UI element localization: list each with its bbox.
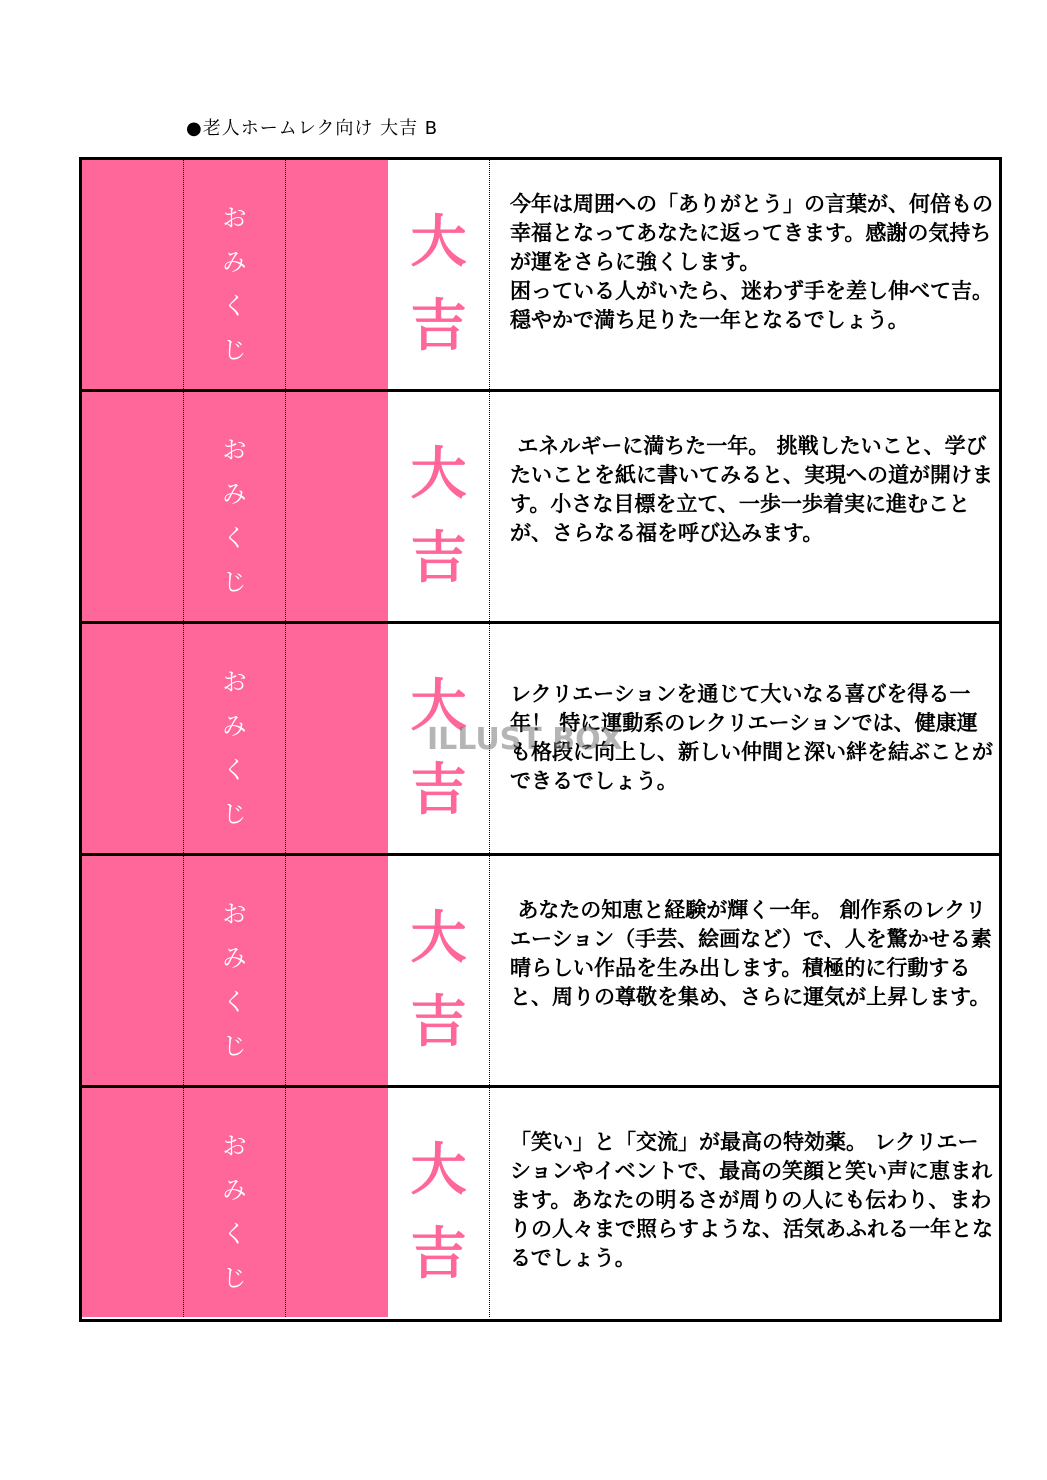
- rank-cell: [388, 160, 490, 389]
- watermark: ILLUST BOX: [427, 722, 623, 757]
- fortune-cell: [490, 1088, 999, 1317]
- omikuji-card: [82, 160, 999, 392]
- fortune-text: 「笑い」と「交流」が最高の特効薬。 レクリエーションやイベントで、最高の笑顔と笑い声に恵まれます。あなたの明るさが周りの人にも伝わり、まわりの人々まで照らすような、活気あふれる一年となるでしょう。: [510, 1130, 993, 1270]
- page-title: ●老人ホームレク向け 大吉 B: [186, 118, 439, 139]
- rank-label: 大 吉: [410, 673, 467, 823]
- omikuji-label-cell: [184, 160, 286, 389]
- pink-strip: [286, 856, 388, 1085]
- fortune-text: エネルギーに満ちた一年。 挑戦したいこと、学びたいことを紙に書いてみると、実現への道が開けます。小さな目標を立て、一歩一歩着実に進むことが、さらなる福を呼び込みます。: [510, 434, 993, 545]
- pink-strip: [82, 624, 184, 853]
- rank-cell: [388, 392, 490, 621]
- pink-strip: [82, 392, 184, 621]
- rank-label: 大 吉: [410, 209, 467, 359]
- omikuji-card: [82, 1088, 999, 1317]
- rank-label: 大 吉: [410, 1137, 467, 1287]
- pink-strip: [82, 856, 184, 1085]
- fortune-cell: [490, 856, 999, 1085]
- omikuji-label: お み く じ: [222, 204, 247, 364]
- fortune-cell: [490, 160, 999, 389]
- omikuji-card: [82, 856, 999, 1088]
- omikuji-label-cell: [184, 1088, 286, 1317]
- pink-strip: [286, 392, 388, 621]
- omikuji-label: お み く じ: [222, 900, 247, 1060]
- pink-strip: [286, 624, 388, 853]
- omikuji-label-cell: [184, 856, 286, 1085]
- omikuji-label: お み く じ: [222, 1132, 247, 1292]
- rank-cell: [388, 1088, 490, 1317]
- pink-strip: [82, 1088, 184, 1317]
- fortune-text: 今年は周囲への「ありがとう」の言葉が、何倍もの幸福となってあなたに返ってきます。感謝の気持ちが運をさらに強くします。 困っている人がいたら、迷わず手を差し伸べて吉。 穏やかで満ち足りた一年となるでしょう。: [510, 192, 993, 332]
- pink-strip: [82, 160, 184, 389]
- rank-cell: [388, 856, 490, 1085]
- fortune-cell: [490, 392, 999, 621]
- pink-strip: [286, 160, 388, 389]
- rank-label: 大 吉: [410, 905, 467, 1055]
- rank-label: 大 吉: [410, 441, 467, 591]
- omikuji-label-cell: [184, 624, 286, 853]
- omikuji-label-cell: [184, 392, 286, 621]
- omikuji-label: お み く じ: [222, 668, 247, 828]
- fortune-text: レクリエーションを通じて大いなる喜びを得る一年！ 特に運動系のレクリエーションでは、健康運も格段に向上し、新しい仲間と深い絆を結ぶことができるでしょう。: [510, 682, 993, 793]
- fortune-text: あなたの知恵と経験が輝く一年。 創作系のレクリエーション（手芸、絵画など）で、人を驚かせる素晴らしい作品を生み出します。積極的に行動すると、周りの尊敬を集め、さらに運気が上昇します。: [510, 898, 992, 1009]
- omikuji-card: [82, 392, 999, 624]
- pink-strip: [286, 1088, 388, 1317]
- omikuji-label: お み く じ: [222, 436, 247, 596]
